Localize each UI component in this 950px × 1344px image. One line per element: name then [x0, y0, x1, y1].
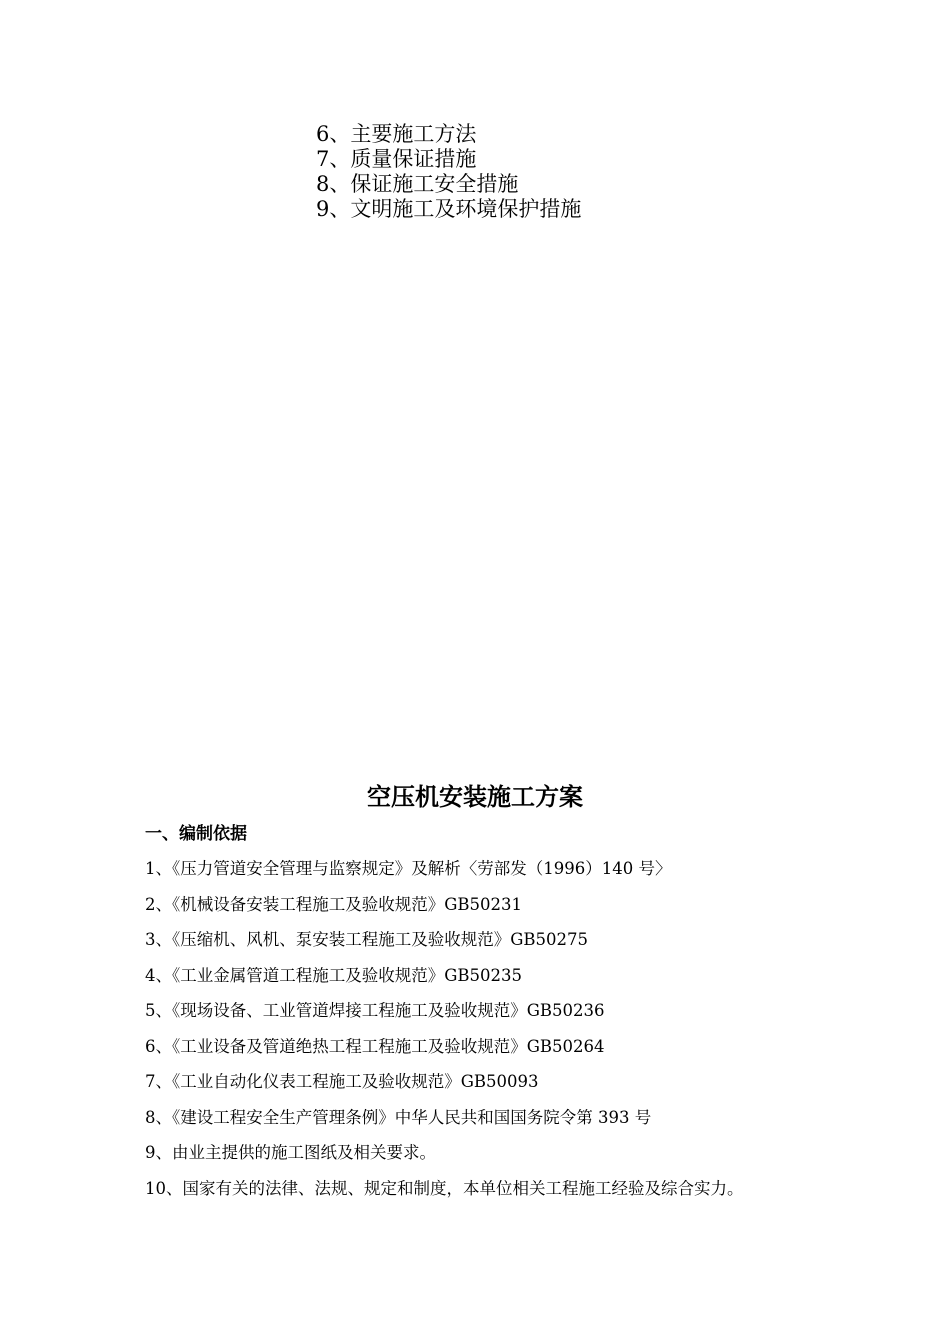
toc-item: 7、质量保证措施	[316, 147, 477, 171]
list-item: 9、由业主提供的施工图纸及相关要求。	[145, 1143, 436, 1162]
list-item: 7、《工业自动化仪表工程施工及验收规范》GB50093	[145, 1072, 539, 1091]
list-item: 3、《压缩机、风机、泵安装工程施工及验收规范》GB50275	[145, 930, 589, 949]
list-item: 1、《压力管道安全管理与监察规定》及解析〈劳部发（1996）140 号〉	[145, 859, 672, 878]
list-item: 6、《工业设备及管道绝热工程工程施工及验收规范》GB50264	[145, 1036, 605, 1056]
list-item: 5、《现场设备、工业管道焊接工程施工及验收规范》GB50236	[145, 1001, 605, 1020]
toc-item: 8、保证施工安全措施	[316, 172, 519, 196]
table-of-contents	[316, 122, 581, 222]
toc-item: 9、文明施工及环境保护措施	[316, 197, 582, 221]
list-item: 10、国家有关的法律、法规、规定和制度，本单位相关工程施工经验及综合实力。	[145, 1178, 744, 1198]
list-item: 8、《建设工程安全生产管理条例》中华人民共和国国务院令第 393 号	[145, 1107, 652, 1127]
toc-item: 6、主要施工方法	[316, 122, 477, 146]
list-item: 4、《工业金属管道工程施工及验收规范》GB50235	[145, 965, 523, 985]
list-item: 2、《机械设备安装工程施工及验收规范》GB50231	[145, 894, 523, 914]
section-heading: 一、编制依据	[145, 824, 247, 844]
compilation-basis-list	[145, 851, 744, 1206]
document-title: 空压机安装施工方案	[367, 782, 583, 811]
